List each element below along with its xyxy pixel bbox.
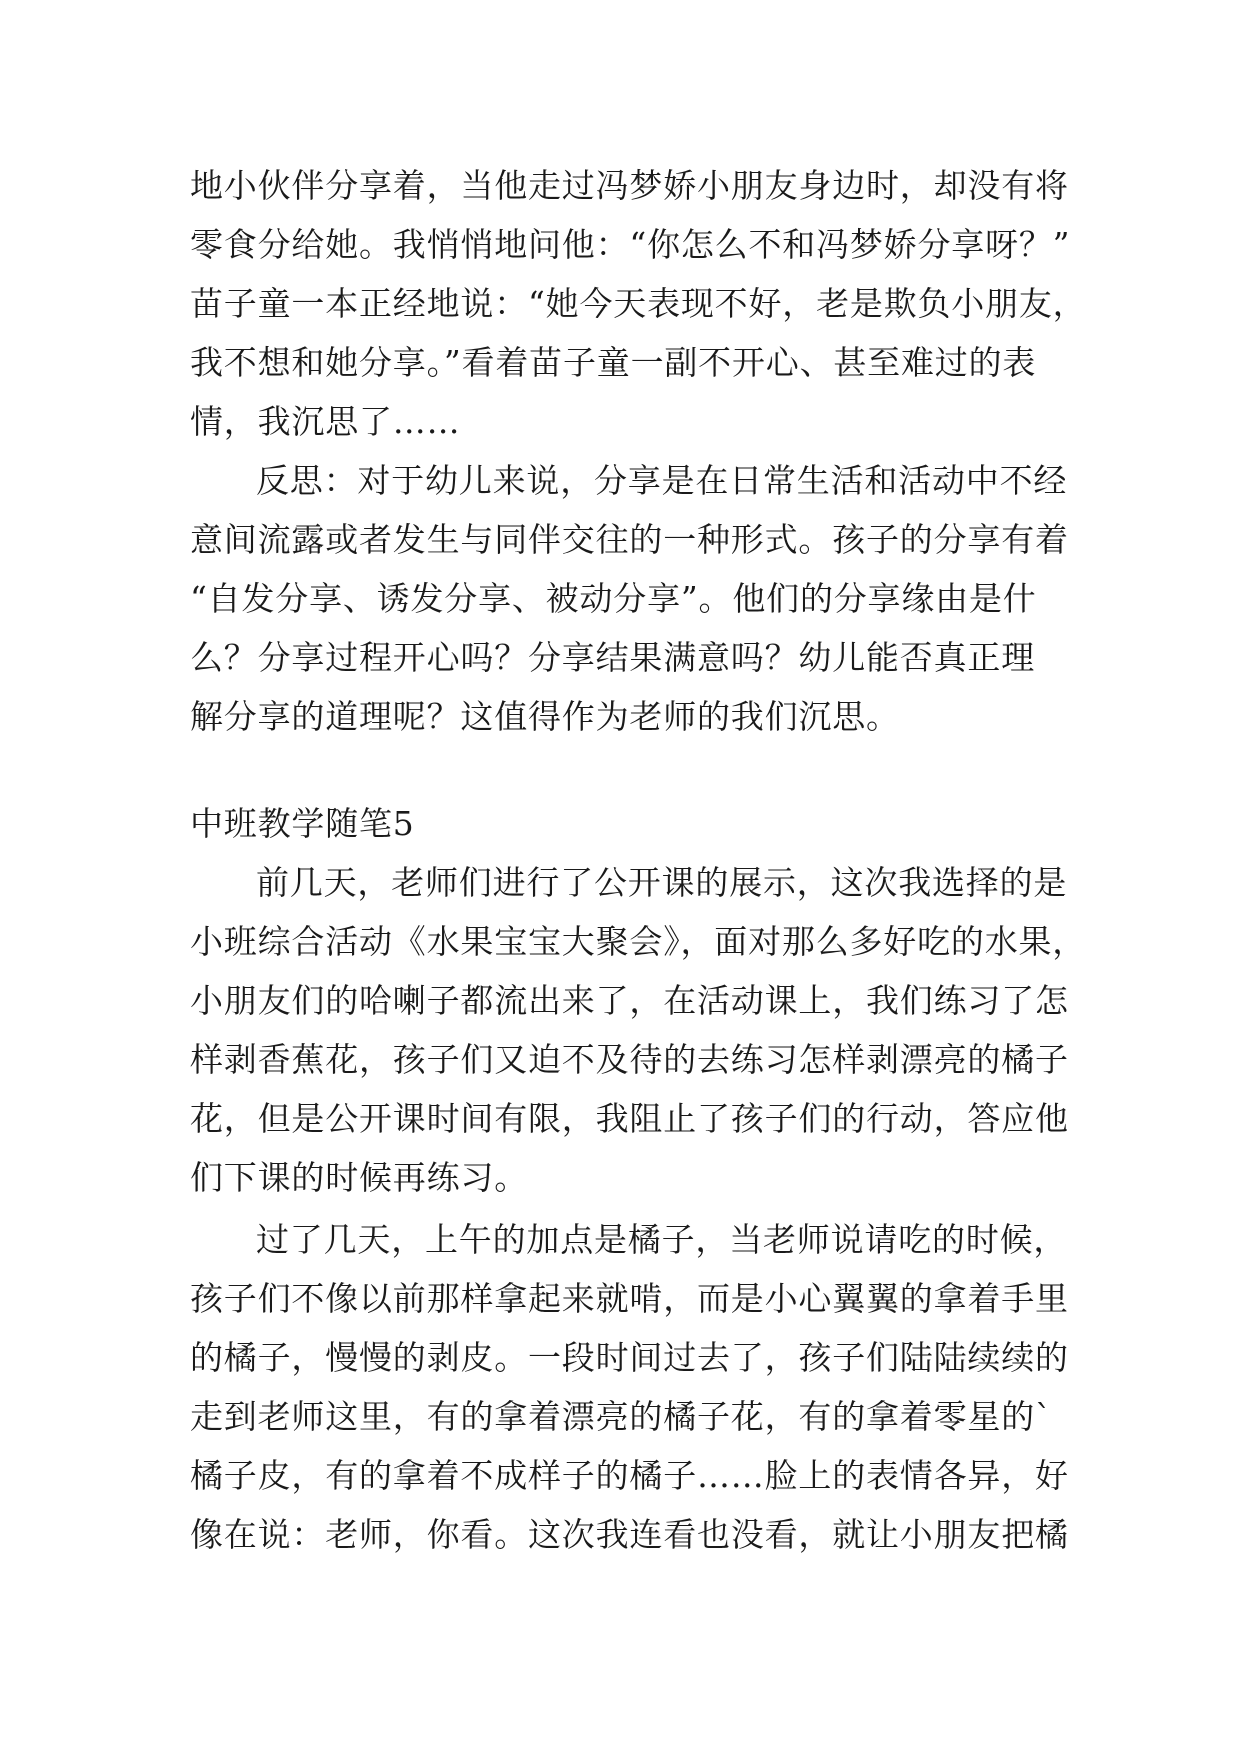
text-line: 们下课的时候再练习。	[190, 1158, 528, 1197]
text-line: 橘子皮，有的拿着不成样子的橘子……脸上的表情各异，好	[190, 1456, 1069, 1495]
text-line: 情，我沉思了……	[190, 402, 461, 441]
paragraph-start-line: 前几天，老师们进行了公开课的展示，这次我选择的是	[256, 863, 1068, 902]
text-line: 我不想和她分享。”看着苗子童一副不开心、甚至难过的表	[190, 343, 1037, 382]
paragraph-start-line: 过了几天，上午的加点是橘子，当老师说请吃的时候，	[256, 1220, 1068, 1259]
text-line: “自发分享、诱发分享、被动分享”。他们的分享缘由是什	[190, 579, 1037, 618]
text-line: 小班综合活动《水果宝宝大聚会》，面对那么多好吃的水果，	[190, 922, 1087, 961]
text-line: 地小伙伴分享着，当他走过冯梦娇小朋友身边时，却没有将	[190, 166, 1069, 205]
text-line: 零食分给她。我悄悄地问他：“你怎么不和冯梦娇分享呀？”	[190, 225, 1071, 264]
text-line: 苗子童一本正经地说：“她今天表现不好，老是欺负小朋友，	[190, 284, 1087, 323]
text-line: 么？分享过程开心吗？分享结果满意吗？幼儿能否真正理	[190, 638, 1035, 677]
text-line: 花，但是公开课时间有限，我阻止了孩子们的行动，答应他	[190, 1099, 1069, 1138]
text-line: 的橘子，慢慢的剥皮。一段时间过去了，孩子们陆陆续续的	[190, 1338, 1069, 1377]
text-line: 走到老师这里，有的拿着漂亮的橘子花，有的拿着零星的`	[190, 1397, 1053, 1436]
paragraph-start-line: 反思：对于幼儿来说，分享是在日常生活和活动中不经	[256, 461, 1068, 500]
text-line: 孩子们不像以前那样拿起来就啃，而是小心翼翼的拿着手里	[190, 1279, 1069, 1318]
text-line: 解分享的道理呢？这值得作为老师的我们沉思。	[190, 697, 900, 736]
text-line: 小朋友们的哈喇子都流出来了，在活动课上，我们练习了怎	[190, 981, 1069, 1020]
text-line: 像在说：老师，你看。这次我连看也没看，就让小朋友把橘	[190, 1515, 1069, 1554]
text-line: 样剥香蕉花，孩子们又迫不及待的去练习怎样剥漂亮的橘子	[190, 1040, 1069, 1079]
section-heading: 中班教学随笔5	[190, 804, 415, 843]
text-line: 意间流露或者发生与同伴交往的一种形式。孩子的分享有着	[190, 520, 1069, 559]
